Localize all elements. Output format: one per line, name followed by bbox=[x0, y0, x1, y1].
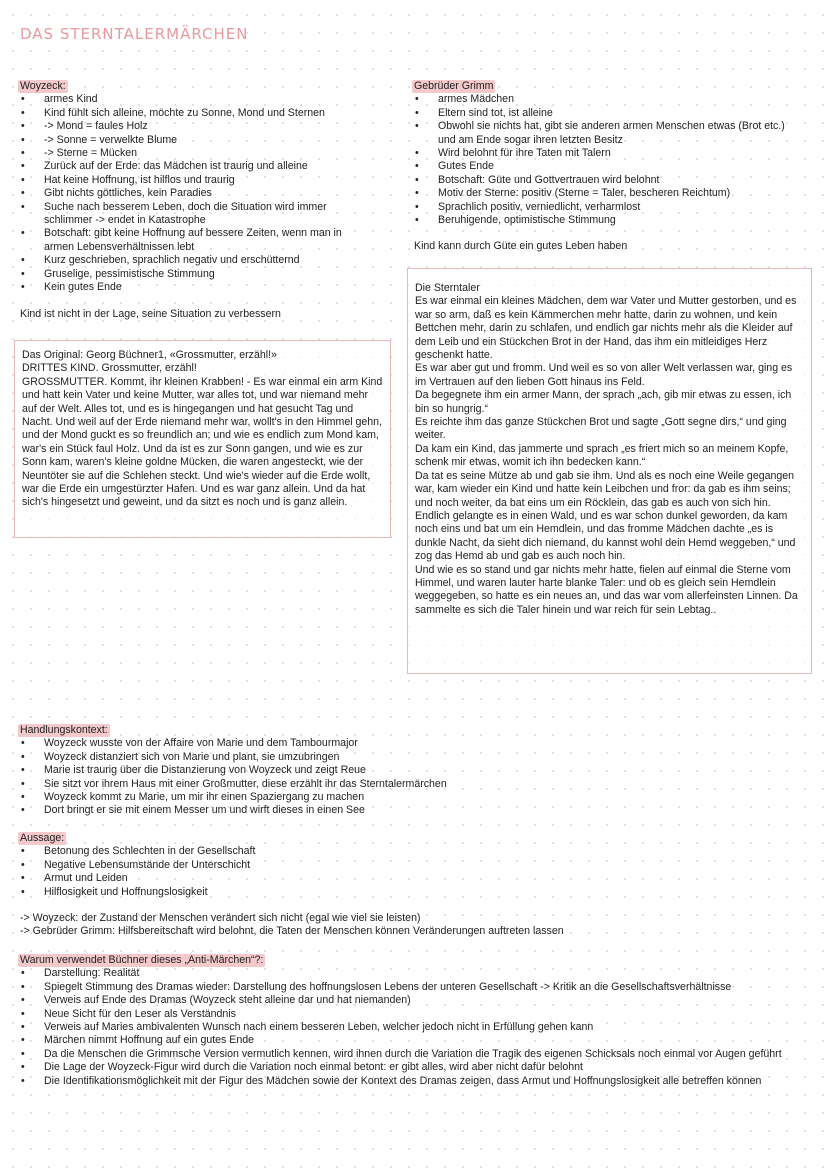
list-item: • Botschaft: Güte und Gottvertrauen wird belohnt bbox=[414, 174, 804, 187]
list-item: • Hat keine Hoffnung, ist hilflos und traurig bbox=[20, 174, 360, 187]
list-item: • Gutes Ende bbox=[414, 160, 804, 173]
list-item: • Marie ist traurig über die Distanzierung von Woyzeck und zeigt Reue bbox=[20, 764, 810, 777]
list-item: • Da die Menschen die Grimmsche Version vermutlich kennen, wird ihnen durch die Variation die Tragik des eigenen Schicksals noch einmal vor Augen geführt bbox=[20, 1048, 810, 1061]
list-item: • Dort bringt er sie mit einem Messer um und wirft dieses in einen See bbox=[20, 804, 810, 817]
aussage-note-woyzeck: -> Woyzeck: der Zustand der Menschen verändert sich nicht (egal wie viel sie leisten) bbox=[20, 912, 421, 925]
sterntaler-paragraph: Da kam ein Kind, das jammerte und sprach „es friert mich so an meinem Kopfe, schenk mir etwas, womit ich ihn bedecken kann.“ bbox=[415, 442, 789, 469]
handlung-list bbox=[20, 737, 810, 817]
woyzeck-conclusion: Kind ist nicht in der Lage, seine Situation zu verbessern bbox=[20, 308, 281, 320]
list-item: • Armut und Leiden bbox=[20, 872, 810, 885]
list-item: • Botschaft: gibt keine Hoffnung auf bessere Zeiten, wenn man in armen Lebensverhältnissen lebt bbox=[20, 227, 360, 254]
original-text: GROSSMUTTER. Kommt, ihr kleinen Krabben! - Es war einmal ein arm Kind und hatt kein Vater und keine Mutter, war alles tot, und war niemand mehr auf der Welt. Alles tot, und es is hingegangen und hat gesucht Tag und Nacht. Und weil auf der Erde niemand mehr war, wollt's in den Himmel gehn, und der Mond guckt es so freundlich an; und wie es endlich zum Mond kam, war's ein Stück faul Holz. Und da ist es zur Sonn gangen, und wie es zur Sonn kam, waren's kleine goldne Mücken, die waren angesteckt, wie der Neuntöter sie auf die Schlehen steckt. Und wie's wieder auf die Erde wollt, war die Erde ein umgestürzter Hafen. Und es war ganz allein. Und da hat sich's hingesetzt und geweint, und da sitzt es noch und is ganz allein. bbox=[22, 375, 383, 509]
list-item: • Woyzeck wusste von der Affaire von Marie und dem Tambourmajor bbox=[20, 737, 810, 750]
aussage-heading: Aussage: bbox=[20, 832, 65, 844]
list-item: • Neue Sicht für den Leser als Verständnis bbox=[20, 1008, 810, 1021]
list-item: • Gibt nichts göttliches, kein Paradies bbox=[20, 187, 360, 200]
grimm-heading: Gebrüder Grimm bbox=[414, 80, 494, 92]
warum-heading: Warum verwendet Büchner dieses „Anti-Märchen“?: bbox=[20, 954, 264, 966]
list-item: • Suche nach besserem Leben, doch die Situation wird immer schlimmer -> endet in Katastrophe bbox=[20, 201, 360, 228]
list-item: • Sie sitzt vor ihrem Haus mit einer Großmutter, diese erzählt ihr das Sterntalermärchen bbox=[20, 778, 810, 791]
list-item: • Zurück auf der Erde: das Mädchen ist traurig und alleine bbox=[20, 160, 360, 173]
original-line: DRITTES KIND. Grossmutter, erzähl! bbox=[22, 362, 197, 375]
list-item: • Gruselige, pessimistische Stimmung bbox=[20, 268, 360, 281]
list-item: • Woyzeck kommt zu Marie, um mir ihr einen Spaziergang zu machen bbox=[20, 791, 810, 804]
list-item: • Kind fühlt sich alleine, möchte zu Sonne, Mond und Sternen bbox=[20, 107, 360, 120]
list-item: • Märchen nimmt Hoffnung auf ein gutes Ende bbox=[20, 1034, 810, 1047]
handlung-section bbox=[20, 724, 810, 818]
grimm-conclusion: Kind kann durch Güte ein gutes Leben haben bbox=[414, 240, 628, 252]
list-item: • Hilflosigkeit und Hoffnungslosigkeit bbox=[20, 886, 810, 899]
list-item: • Die Lage der Woyzeck-Figur wird durch die Variation noch einmal betont: er gibt alles, wird aber nicht dafür belohnt bbox=[20, 1061, 810, 1074]
list-item: • Obwohl sie nichts hat, gibt sie anderen armen Menschen etwas (Brot etc.) und am Ende sogar ihren letzten Besitz bbox=[414, 120, 804, 147]
list-item: • Woyzeck distanziert sich von Marie und plant, sie umzubringen bbox=[20, 751, 810, 764]
list-item: • Darstellung: Realität bbox=[20, 967, 810, 980]
sterntaler-paragraph: Endlich gelangte es in einen Wald, und es war schon dunkel geworden, da kam noch eins und bat um ein Hemdlein, und das fromme Mädchen dachte „es is dunkle Nacht, da sieht dich niemand, du kannst wohl dein Hemd weggeben,“ und zog das Hemd ab und gab es auch noch hin. bbox=[415, 509, 796, 563]
aussage-note-grimm: -> Gebrüder Grimm: Hilfsbereitschaft wird belohnt, die Taten der Menschen können Veränderungen auftreten lassen bbox=[20, 925, 564, 938]
list-item: • Betonung des Schlechten in der Gesellschaft bbox=[20, 845, 810, 858]
sterntaler-text-box bbox=[407, 268, 812, 674]
list-item: • Wird belohnt für ihre Taten mit Talern bbox=[414, 147, 804, 160]
list-item: • armes Kind bbox=[20, 93, 360, 106]
list-item: • Negative Lebensumstände der Unterschicht bbox=[20, 859, 810, 872]
woyzeck-section bbox=[20, 80, 390, 295]
warum-section bbox=[20, 954, 810, 1088]
woyzeck-list bbox=[20, 93, 390, 294]
grimm-section bbox=[414, 80, 804, 227]
list-item: • Verweis auf Maries ambivalenten Wunsch nach einem besseren Leben, welcher jedoch nicht in Erfüllung gehen kann bbox=[20, 1021, 810, 1034]
aussage-section bbox=[20, 832, 810, 939]
list-item: • -> Mond = faules Holz bbox=[20, 120, 360, 133]
sterntaler-paragraph: Da tat es seine Mütze ab und gab sie ihm. Und als es noch eine Weile gegangen war, kam wieder ein Kind und hatte kein Leibchen und fror: da gab es ihm seins; und noch weiter, da bat eins um ein Röcklein, das gab es auch von sich hin. bbox=[415, 469, 795, 509]
handlung-heading: Handlungskontext: bbox=[20, 724, 108, 736]
list-item: • -> Sterne = Mücken bbox=[20, 147, 360, 160]
sterntaler-paragraph: Da begegnete ihm ein armer Mann, der sprach „ach, gib mir etwas zu essen, ich bin so hungrig.“ bbox=[415, 389, 792, 415]
warum-list bbox=[20, 967, 810, 1088]
sterntaler-paragraph: Es war einmal ein kleines Mädchen, dem war Vater und Mutter gestorben, und es war so arm, daß es kein Kämmerchen mehr hatte, darin zu wohnen, und kein Bettchen mehr, darin zu schlafen, und endlich gar nichts mehr als die Kleider auf dem Leib und ein Stückchen Brot in der Hand, das ihm ein mitleidiges Herz geschenkt hatte. bbox=[415, 295, 797, 362]
page-title: DAS STERNTALERMÄRCHEN bbox=[20, 25, 249, 43]
list-item: • Sprachlich positiv, verniedlicht, verharmlost bbox=[414, 201, 804, 214]
list-item: • Kurz geschrieben, sprachlich negativ und erschütternd bbox=[20, 254, 360, 267]
list-item: • Spiegelt Stimmung des Dramas wieder: Darstellung des hoffnungslosen Lebens der unteren Gesellschaft -> Kritik an die Gesellschaftsverhältnisse bbox=[20, 981, 810, 994]
aussage-list bbox=[20, 845, 810, 899]
list-item: • Motiv der Sterne: positiv (Sterne = Taler, bescheren Reichtum) bbox=[414, 187, 804, 200]
woyzeck-heading: Woyzeck: bbox=[20, 80, 66, 92]
sterntaler-paragraph: Es reichte ihm das ganze Stückchen Brot und sagte „Gott segne dirs,“ und ging weiter. bbox=[415, 416, 787, 442]
sterntaler-paragraph: Es war aber gut und fromm. Und weil es so von aller Welt verlassen war, ging es im Vertrauen auf den lieben Gott hinaus ins Feld. bbox=[415, 362, 793, 388]
list-item: • Eltern sind tot, ist alleine bbox=[414, 107, 804, 120]
list-item: • armes Mädchen bbox=[414, 93, 804, 106]
sterntaler-title: Die Sterntaler bbox=[415, 282, 480, 294]
original-text-box bbox=[14, 340, 391, 538]
list-item: • -> Sonne = verwelkte Blume bbox=[20, 134, 360, 147]
grimm-list bbox=[414, 93, 804, 227]
list-item: • Kein gutes Ende bbox=[20, 281, 360, 294]
list-item: • Verweis auf Ende des Dramas (Woyzeck steht alleine dar und hat niemanden) bbox=[20, 994, 810, 1007]
list-item: • Beruhigende, optimistische Stimmung bbox=[414, 214, 804, 227]
list-item: • Die Identifikationsmöglichkeit mit der Figur des Mädchen sowie der Kontext des Dramas zeigen, dass Armut und Hoffnungslosigkeit alle betreffen können bbox=[20, 1075, 810, 1088]
original-line: Das Original: Georg Büchner1, «Grossmutter, erzähl!» bbox=[22, 349, 277, 361]
sterntaler-paragraph: Und wie es so stand und gar nichts mehr hatte, fielen auf einmal die Sterne vom Himmel, und waren lauter harte blanke Taler: und ob es gleich sein Hemdlein weggegeben, so hatte es ein neues an, und das war vom allerfeinsten Linnen. Da sammelte es sich die Taler hinein und war reich für sein Lebtag.. bbox=[415, 563, 798, 616]
